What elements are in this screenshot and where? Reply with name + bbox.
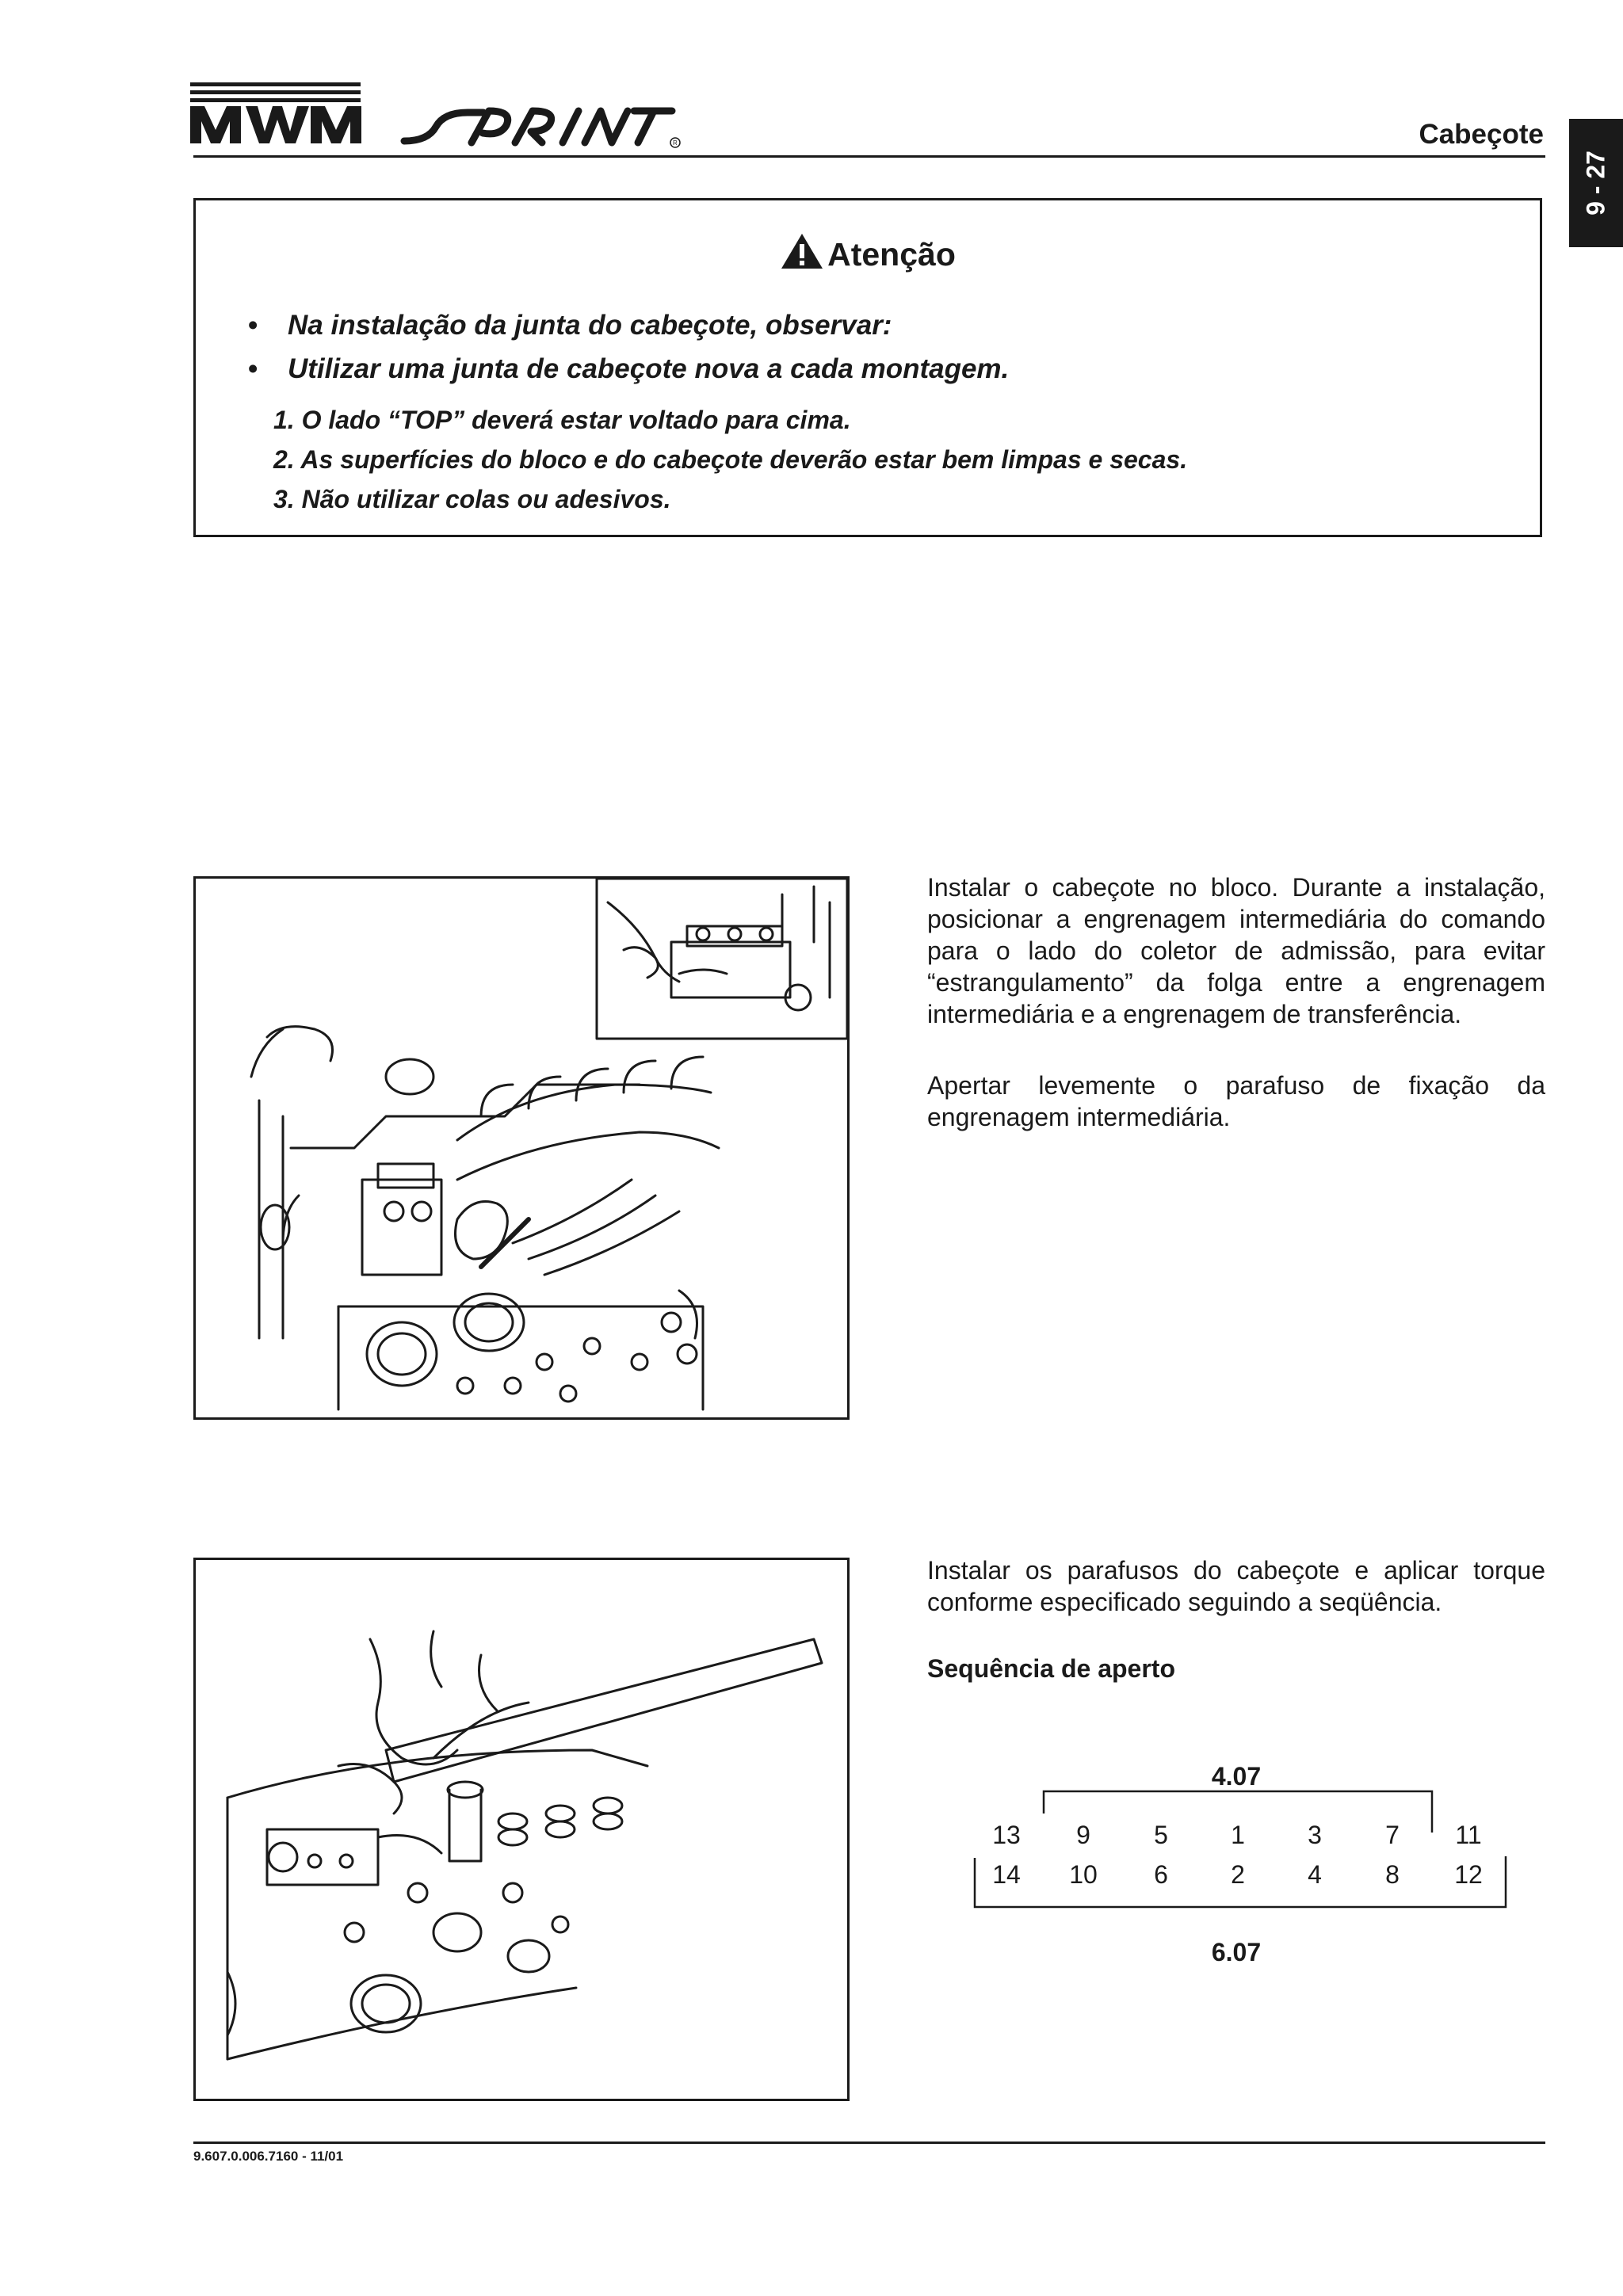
bolt-number: 1 [1231,1821,1245,1849]
step-item: 1. O lado “TOP” deverá estar voltado para cima. [273,406,851,434]
warning-triangle-icon [780,232,824,270]
step-item: 2. As superfícies do bloco e do cabeçote deverão estar bem limpas e secas. [273,445,1188,474]
bolt-number: 12 [1454,1860,1483,1889]
sequence-title: Sequência de aperto [927,1654,1175,1683]
svg-text:R: R [673,139,678,147]
bullet-item [248,347,1009,391]
bullet-item [248,303,1009,347]
page-number: 9 - 27 [1581,151,1610,215]
step-item: 3. Não utilizar colas ou adesivos. [273,485,671,513]
page-number-tab [1569,119,1623,247]
bolt-number: 8 [1385,1860,1400,1889]
figure-head-bolt-tightening [193,1558,850,2101]
document-code: 9.607.0.006.7160 - 11/01 [193,2149,344,2164]
top-torque-label: 4.07 [1211,1762,1262,1791]
bullet-text: Utilizar uma junta de cabeçote nova a cada montagem. [288,353,1010,384]
attention-heading [196,232,1540,273]
bolt-number: 5 [1154,1821,1168,1849]
attention-bullets [248,303,1009,391]
bolt-number: 13 [992,1821,1021,1849]
bolt-number: 9 [1076,1821,1090,1849]
section-title: Cabeçote [1419,119,1544,150]
attention-steps [273,400,1187,519]
bolt-number: 11 [1455,1821,1482,1849]
bolt-number: 7 [1385,1821,1400,1849]
tightening-sequence-diagram [971,1762,1510,1977]
footer-divider [193,2142,1545,2144]
bolt-number: 3 [1308,1821,1322,1849]
tighten-bolt-paragraph: Apertar levemente o parafuso de fixação da engrenagem intermediária. [927,1071,1545,1131]
bottom-torque-label: 6.07 [1211,1938,1262,1966]
bullet-text: Na instalação da junta do cabeçote, observar: [288,310,892,341]
install-bolts-paragraph: Instalar os parafusos do cabeçote e aplicar torque conforme especificado seguindo a seqüência. [927,1556,1545,1616]
bolt-number: 6 [1154,1860,1168,1889]
bolt-number: 4 [1308,1860,1322,1889]
bolt-number: 10 [1069,1860,1098,1889]
install-head-paragraph: Instalar o cabeçote no bloco. Durante a instalação, posicionar a engrenagem intermediária do comando para o lado do coletor de admissão, para evitar “estrangulamento” da folga entre a engrenagem intermediária e a engrenagem de transferência. [927,873,1545,1028]
bolt-number: 14 [992,1860,1021,1889]
attention-heading-text: Atenção [827,236,956,273]
figure-head-installation [193,876,850,1420]
bullet-dot: • [248,353,258,384]
mwm-sprint-logo [190,79,682,151]
bolt-number: 2 [1231,1860,1245,1889]
header-divider [193,155,1545,158]
attention-box [193,198,1542,537]
bullet-dot: • [248,310,258,341]
